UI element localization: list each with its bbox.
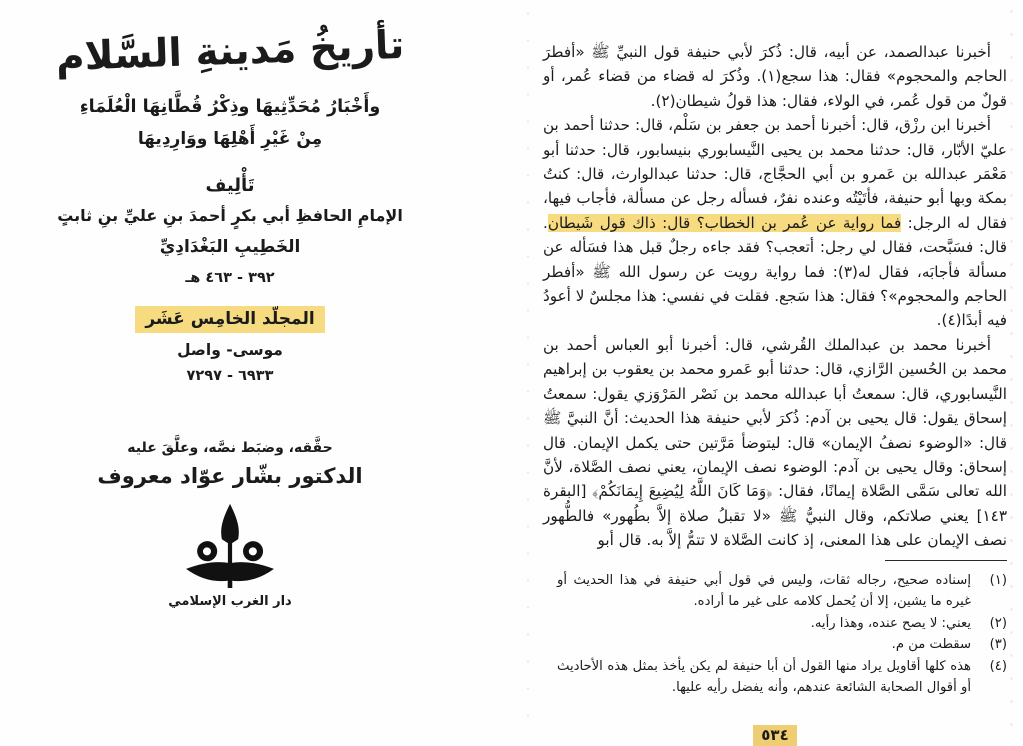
footnote-number: (٤) [989, 658, 1007, 674]
text-paragraph [543, 113, 1007, 333]
footnote-text: يعني: لا يصح عنده، وهذا رأيه. [810, 615, 971, 631]
text-run: أخبرنا عبدالصمد، عن أبيه، قال: ذُكرَ لأبي حنيفة قول النبيِّ ﷺ «أفطرَ الحاجم والمحجوم» فقال: هذا سجع(١). وذُكرَ له قضاء من قضاء عُمر، أو قولٌ من قول عُمر، في الولاء، فقال: هذا قولُ شيطان(٢). [543, 43, 1007, 110]
footnote-row [543, 634, 1007, 656]
volume-label-highlighted: المجلّد الخامِس عَشَر [135, 306, 324, 333]
publisher-name: دار الغرب الإسلامي [168, 593, 292, 609]
footnote-row [543, 570, 1007, 613]
editor-credit-line: حقَّقه، وضبَط نصَّه، وعلَّقَ عليه [127, 439, 333, 456]
text-run: أخبرنا محمد بن عبدالملك القُرشي، قال: أخبرنا أبو العباس أحمد بن محمد بن الحُسين الرَّازي، قال: حدثنا أبو عَمرو محمد بن يعقوب بن إبراهيم النَّيسابوري، قال: سمعتُ أبا عبدالله محمد بن نَصْر المَرْوَزي يقول: سمعتُ إسحاق يقول: قال يحيى بن آدم: ذُكرَ لأبي حنيفة هذا الحديث: أنَّ النبيَّ ﷺ قال: «الوضوء نصفُ الإيمان» قال: ليتوضأ مَرَّتين حتى يكمل الإيمان. قال إسحاق: وقال يحيى بن آدم: الوضوء نصف الإيمان، يعني نصف الصَّلاة، لأنَّ الله تعالى سَمَّى الصَّلاة إيمانًا، فقال: ﴿وَمَا كَانَ اللَّهُ لِيُضِيعَ إِيمَانَكُمْ﴾ [البقرة ١٤٣] يعني صلاتكم، وقال النبيُّ ﷺ «لا تقبلُ صلاة إلاَّ بطُهور» فالطُّهور نصف الإيمان على هذا المعنى، إذ كانت الصَّلاة لا تتمُّ إلاَّ به. قال أبو [543, 335, 1007, 550]
author-name-line2: الخَطِيبِ البَغْدَادِيِّ [159, 236, 301, 257]
title-page [48, 14, 412, 609]
footnote-number: (١) [989, 572, 1007, 588]
body-text [543, 40, 1007, 553]
volume-entry-numbers: ٦٩٣٣ - ٧٢٩٧ [186, 367, 274, 384]
book-subtitle-line1: وأَخْبَارُ مُحَدِّثِيهَا وذِكْرُ قُطَّانِهَا الْعُلَمَاءِ [79, 96, 381, 117]
footnote-number: (٣) [989, 637, 1007, 653]
text-paragraph [543, 333, 1007, 553]
footnote-text: إسناده صحيح، رجاله ثقات، وليس في قول أبي حنيفة في هذا الحديث أو غيره ما يشين، إلا أن يُحمل كلامه على غير ما أراده. [557, 572, 971, 610]
byline-label: تَأْلِيف [205, 174, 255, 196]
book-title: تأريخُ مَدينةِ السَّلام [55, 22, 406, 81]
footnote-row [543, 613, 1007, 635]
footnote-text: سقطت من م. [891, 637, 971, 653]
book-subtitle-line2: مِنْ غَيْرِ أَهْلِهَا ووَارِدِيهَا [137, 128, 323, 149]
scan-artifact-edge-dots [1008, 0, 1017, 729]
footnote-text: هذه كلها أقاويل يراد منها القول أن أبا حنيفة لم يكن يأخذ بمثل هذه الأحاديث أو أقوال الصحابة الشائعة عندهم، وأنه يفضل رأيه عليها. [557, 658, 971, 696]
text-page [543, 40, 1007, 746]
author-dates: ٣٩٢ - ٤٦٣ هـ [185, 269, 275, 286]
page-footer [543, 725, 1007, 746]
text-run: . قال: فسَبَّحت، فقال لي رجل: أتعجب؟ فقد جاءه رجلٌ قبل هذا فسَأله عن مسألة فأجابَه، فقال له(٣): فما رواية رويت عن رسول الله ﷺ «أفطر الحاجم والمحجوم»؟ فقال: هذا سَجع. فقلت في نفسي: هذا مجلسٌ لا أعودُ فيه أبدًا(٤). [543, 213, 1007, 330]
text-paragraph [543, 40, 1007, 113]
footnote-separator [885, 560, 1007, 561]
highlighted-passage: فما رواية عن عُمر بن الخطاب؟ قال: ذاك قول شَيطان [547, 213, 902, 232]
footnote-number: (٢) [989, 615, 1007, 631]
editor-name: الدكتور بشّار عوّاد معروف [97, 463, 363, 488]
publisher-logo-icon [48, 502, 412, 592]
author-name-line1: الإمامِ الحافظِ أبي بكرٍ أحمدَ بنِ عليِّ بنِ ثابتٍ [57, 205, 403, 225]
volume-scope: موسى- واصل [177, 340, 283, 359]
footnote-row [543, 656, 1007, 699]
page-number-badge: ٥٣٤ [753, 725, 796, 746]
text-run: أخبرنا ابن رزْق، قال: أخبرنا أحمد بن جعفر بن سَلْم، قال: حدثنا أحمد بن عليّ الأبّار، قال: حدثنا محمد بن يحيى النَّيسابوري بنيسابور، قال: حدثنا أبو مَعْمَر عبدالله بن عَمرو بن أبي الحجَّاج، قال: حدثنا عبدالوارث، قال: كنتُ بمكة وبها أبو حنيفة، فأتَيْتُه وعنده نفرٌ، فسأله رجل عن مسألة، فأجاب فيها، فقال له الرجل: [543, 116, 1007, 232]
scan-artifact-gutter-dots [524, 0, 533, 729]
footnotes-section [543, 570, 1007, 699]
